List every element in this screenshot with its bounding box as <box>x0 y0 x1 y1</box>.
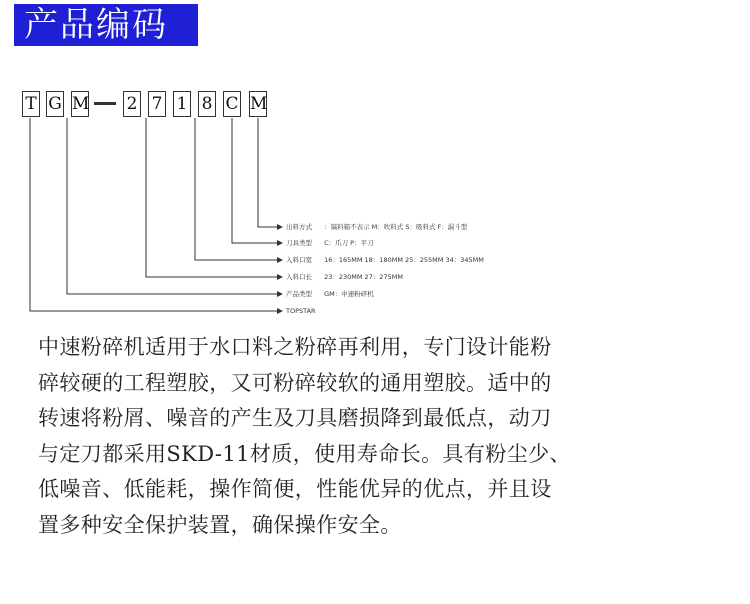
legend-value: 23：230MM 27：275MM <box>324 273 403 281</box>
legend-row-brand <box>286 307 322 316</box>
description-line: 低噪音、低能耗，操作简便，性能优异的优点，并且设 <box>38 477 552 501</box>
description-line: 碎较硬的工程塑胶，又可粉碎较软的通用塑胶。适中的 <box>38 370 552 395</box>
legend-row-inlet-length <box>286 273 403 282</box>
legend-value: ：镐料箱不表示 M：吹料式 S：吸料式 F：漏斗型 <box>324 223 468 231</box>
legend-row-discharge <box>286 223 467 232</box>
description-line: 与定刀都采用SKD-11材质，使用寿命长。具有粉尘少、 <box>38 441 571 466</box>
legend-value: 16：165MM 18：180MM 25：255MM 34：345MM <box>324 256 484 264</box>
code-char-1: 1 <box>173 91 191 117</box>
product-description <box>38 330 648 543</box>
code-char-m: M <box>71 91 89 117</box>
description-line: 转速将粉屑、噪音的产生及刀具磨损降到最低点，动刀 <box>38 406 552 430</box>
code-char-7: 7 <box>148 91 166 117</box>
code-char-2: 2 <box>123 91 141 117</box>
code-char-8: 8 <box>198 91 216 117</box>
code-char-g: G <box>46 91 64 117</box>
legend-row-product-type <box>286 290 374 299</box>
legend-row-inlet-width <box>286 256 484 265</box>
description-line: 置多种安全保护装置，确保操作安全。 <box>38 512 402 537</box>
legend-label: 入料口长 <box>286 273 312 281</box>
code-char-t: T <box>22 91 40 117</box>
legend-label: 入料口宽 <box>286 256 312 264</box>
legend-label: 出料方式 <box>286 223 312 231</box>
code-char-m2: M <box>249 91 267 117</box>
legend-row-blade <box>286 239 374 248</box>
description-line: 中速粉碎机适用于水口料之粉碎再利用，专门设计能粉 <box>38 335 552 359</box>
legend-label: TOPSTAR <box>286 307 316 315</box>
legend-label: 产品类型 <box>286 290 312 298</box>
legend-value: C：爪刀 P：平刀 <box>324 239 374 247</box>
section-title: 产品编码 <box>14 4 198 46</box>
legend-label: 刀具类型 <box>286 239 312 247</box>
legend-value: GM：中速粉碎机 <box>324 290 374 298</box>
code-char-c: C <box>223 91 241 117</box>
